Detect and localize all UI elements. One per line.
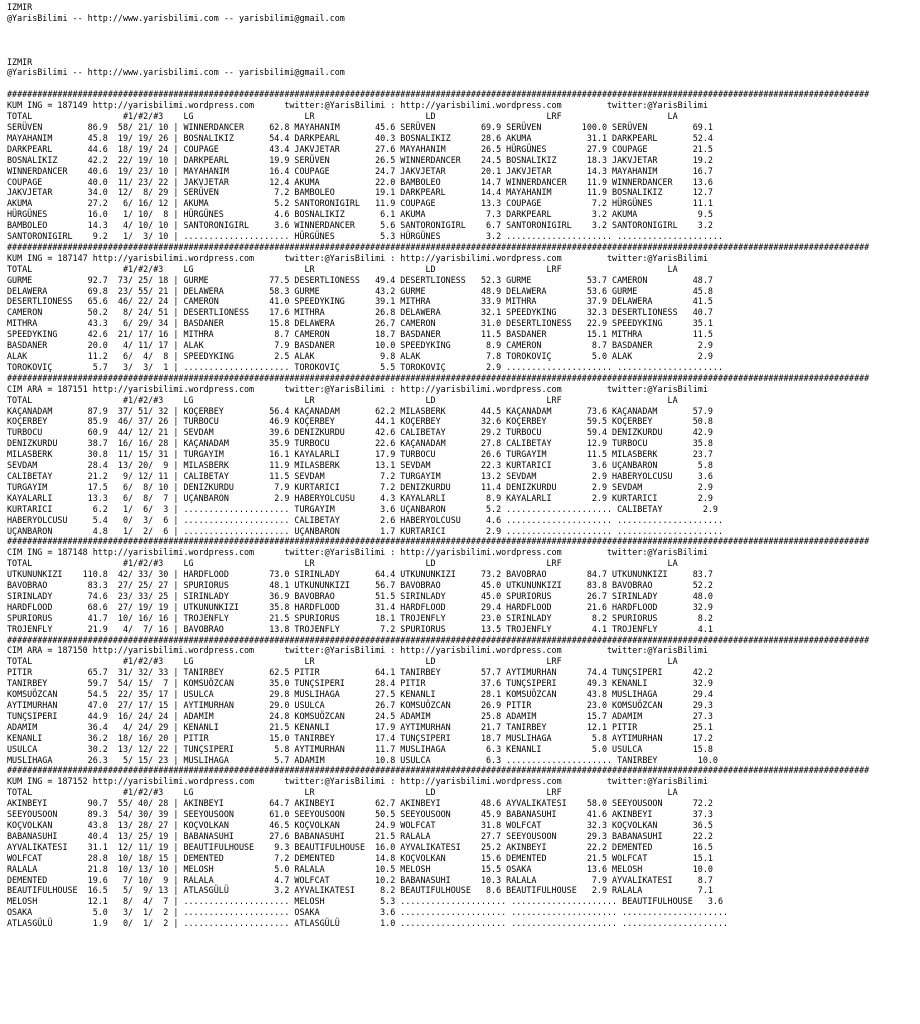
table-row: KOÇERBEY 85.9 46/ 37/ 26 | TURBOCU 46.9 KOÇERBEY 44.1 KOÇERBEY 32.6 KOÇERBEY 59.5 KOÇERBEY 50.8 (7, 416, 713, 427)
table-row: TOROKOVIÇ 5.7 3/ 3/ 1 | ..................... TOROKOVIÇ 5.5 TOROKOVIÇ 2.9 ..................... ..................... (7, 361, 729, 372)
table-row: JAKVJETAR 34.0 12/ 8/ 29 | SERÜVEN 7.2 BAMBOLEO 19.1 DARKPEARL 14.4 MAYAHANIM 11.9 BOSNALIKIZ 12.7 (7, 187, 713, 198)
table-row: DEMENTED 19.6 7/ 10/ 9 | RALALA 4.7 WOLFCAT 10.2 BABANASUHI 10.3 RALALA 7.9 AYVALIKATESI 8.7 (7, 874, 713, 885)
table-row: UTKUNUNKIZI 110.8 42/ 33/ 30 | HARDFLOOD 73.0 SIRINLADY 64.4 UTKUNUNKIZI 73.2 BAVOBRAO 84.7 UTKUNUNKIZI 83.7 (7, 569, 713, 580)
section-divider: ########################################################################################################################################################################### (7, 536, 870, 547)
blank-line (7, 35, 869, 46)
section-divider: ########################################################################################################################################################################### (7, 372, 870, 383)
section-divider: ########################################################################################################################################################################### (7, 89, 870, 100)
table-row: TROJENFLY 21.9 4/ 7/ 16 | BAVOBRAO 13.8 TROJENFLY 7.2 SPURIORUS 13.5 TROJENFLY 4.1 TROJENFLY 4.1 (7, 623, 713, 634)
column-header-row: TOTAL #1/#2/#3 LG LR LD LRF LA (7, 394, 678, 405)
table-row: ATLASGÜLÜ 1.9 0/ 1/ 2 | ..................... ATLASGÜLÜ 1.0 ..................... ..................... ..................... (7, 918, 734, 929)
race-header: KUM ING = 187149 http://yarisbilimi.wordpress.com twitter:@YarisBilimi : http://yarisbilimi.wordpress.com twitter:@YarisBilimi (7, 100, 708, 111)
race-header: KUM ING = 187152 http://yarisbilimi.wordpress.com twitter:@YarisBilimi : http://yarisbilimi.wordpress.com twitter:@YarisBilimi (7, 776, 708, 787)
table-row: PITIR 65.7 31/ 32/ 33 | TANIRBEY 62.5 PITIR 64.1 TANIRBEY 57.7 AYTIMURHAN 74.4 TUNÇSIPERI 42.2 (7, 667, 713, 678)
table-row: HABERYOLCUSU 5.4 0/ 3/ 6 | ..................... CALIBETAY 2.6 HABERYOLCUSU 4.6 ..................... ..................... (7, 514, 729, 525)
table-row: BABANASUHI 40.4 13/ 25/ 19 | BABANASUHI 27.6 BABANASUHI 21.5 RALALA 27.7 SEEYOUSOON 29.3 BABANASUHI 22.2 (7, 830, 713, 841)
section-divider: ########################################################################################################################################################################### (7, 241, 870, 252)
column-header-row: TOTAL #1/#2/#3 LG LR LD LRF LA (7, 656, 678, 667)
race-header: CIM ARA = 187150 http://yarisbilimi.wordpress.com twitter:@YarisBilimi : http://yarisbilimi.wordpress.com twitter:@YarisBilimi (7, 645, 708, 656)
column-header-row: TOTAL #1/#2/#3 LG LR LD LRF LA (7, 111, 678, 122)
table-row: ALAK 11.2 6/ 4/ 8 | SPEEDYKING 2.5 ALAK 9.8 ALAK 7.8 TOROKOVIÇ 5.0 ALAK 2.9 (7, 351, 713, 361)
blank-line (7, 78, 869, 89)
table-row: BEAUTIFULHOUSE 16.5 5/ 9/ 13 | ATLASGÜLÜ 3.2 AYVALIKATESI 8.2 BEAUTIFULHOUSE 8.6 BEAUTIFULHOUSE 2.9 RALALA 7.1 (7, 885, 713, 896)
city-title: IZMIR (7, 2, 33, 12)
table-row: GURME 92.7 73/ 25/ 18 | GURME 77.5 DESERTLIONESS 49.4 DESERTLIONESS 52.3 GURME 53.7 CAMERON 48.7 (7, 274, 713, 285)
table-row: SERÜVEN 86.9 58/ 21/ 10 | WINNERDANCER 62.8 MAYAHANIM 45.6 SERÜVEN 69.9 SERÜVEN 100.0 SERÜVEN 69.1 (7, 121, 713, 132)
table-row: TUNÇSIPERI 44.9 16/ 24/ 24 | ADAMIM 24.8 KOMSUÖZCAN 24.5 ADAMIM 25.8 ADAMIM 15.7 ADAMIM 27.3 (7, 710, 713, 721)
table-row: HÜRGÜNES 16.0 1/ 10/ 8 | HÜRGÜNES 4.6 BOSNALIKIZ 6.1 AKUMA 7.3 DARKPEARL 3.2 AKUMA 9.5 (7, 209, 713, 220)
table-row: OSAKA 5.0 3/ 1/ 2 | ..................... OSAKA 3.6 ..................... ..................... ..................... (7, 907, 734, 918)
table-row: RALALA 21.8 10/ 13/ 10 | MELOSH 5.0 RALALA 10.5 MELOSH 15.5 OSAKA 13.6 MELOSH 10.0 (7, 863, 713, 874)
table-row: KOMSUÖZCAN 54.5 22/ 35/ 17 | USULCA 29.8 MUSLIHAGA 27.5 KENANLI 28.1 KOMSUÖZCAN 43.8 MUSLIHAGA 29.4 (7, 689, 713, 700)
table-row: CALIBETAY 21.2 9/ 12/ 11 | CALIBETAY 11.5 SEVDAM 7.2 TURGAYIM 13.2 SEVDAM 2.9 HABERYOLCUSU 3.6 (7, 470, 713, 481)
race-header: CIM ARA = 187151 http://yarisbilimi.wordpress.com twitter:@YarisBilimi : http://yarisbilimi.wordpress.com twitter:@YarisBilimi (7, 383, 708, 394)
blank-line (7, 46, 869, 57)
table-row: DESERTLIONESS 65.6 46/ 22/ 24 | CAMERON 41.0 SPEEDYKING 39.1 MITHRA 33.9 MITHRA 37.9 DELAWERA 41.5 (7, 296, 713, 307)
table-row: BOSNALIKIZ 42.2 22/ 19/ 10 | DARKPEARL 19.9 SERÜVEN 26.5 WINNERDANCER 24.5 BOSNALIKIZ 18.3 JAKVJETAR 19.2 (7, 154, 713, 165)
table-row: DELAWERA 69.8 23/ 55/ 21 | DELAWERA 58.3 GURME 43.2 GURME 48.9 DELAWERA 53.6 GURME 45.8 (7, 285, 713, 296)
race-header: CIM ING = 187148 http://yarisbilimi.wordpress.com twitter:@YarisBilimi : http://yarisbilimi.wordpress.com twitter:@YarisBilimi (7, 547, 708, 558)
table-row: KAYALARLI 13.3 6/ 8/ 7 | UÇANBARON 2.9 HABERYOLCUSU 4.3 KAYALARLI 8.9 KAYALARLI 2.9 KURTARICI 2.9 (7, 492, 713, 503)
table-row: DENIZKURDU 38.7 16/ 16/ 28 | KAÇANADAM 35.9 TURBOCU 22.6 KAÇANADAM 27.8 CALIBETAY 12.9 TURBOCU 35.8 (7, 438, 713, 449)
table-row: BASDANER 20.0 4/ 11/ 17 | ALAK 7.9 BASDANER 10.0 SPEEDYKING 8.9 CAMERON 8.7 BASDANER 2.9 (7, 340, 713, 351)
table-row: HARDFLOOD 68.6 27/ 19/ 19 | UTKUNUNKIZI 35.8 HARDFLOOD 31.4 HARDFLOOD 29.4 HARDFLOOD 21.6 HARDFLOOD 32.9 (7, 601, 713, 612)
table-row: AKINBEYI 90.7 55/ 40/ 28 | AKINBEYI 64.7 AKINBEYI 62.7 AKINBEYI 48.6 AYVALIKATESI 58.0 SEEYOUSOON 72.2 (7, 798, 713, 809)
table-row: SEVDAM 28.4 13/ 20/ 9 | MILASBERK 11.9 MILASBERK 13.1 SEVDAM 22.3 KURTARICI 3.6 UÇANBARON 5.8 (7, 460, 713, 471)
table-row: KOÇVOLKAN 43.8 13/ 28/ 27 | KOÇVOLKAN 46.5 KOÇVOLKAN 24.9 WOLFCAT 31.8 WOLFCAT 32.3 KOÇVOLKAN 36.5 (7, 819, 713, 830)
table-row: AYVALIKATESI 31.1 12/ 11/ 19 | BEAUTIFULHOUSE 9.3 BEAUTIFULHOUSE 16.0 AYVALIKATESI 25.2 AKINBEYI 22.2 DEMENTED 16.5 (7, 841, 713, 852)
table-row: WOLFCAT 28.8 10/ 18/ 15 | DEMENTED 7.2 DEMENTED 14.8 KOÇVOLKAN 15.6 DEMENTED 21.5 WOLFCAT 15.1 (7, 852, 713, 863)
table-row: TURBOCU 60.9 44/ 12/ 21 | SEVDAM 39.6 DENIZKURDU 42.6 CALIBETAY 29.2 TURBOCU 59.4 DENIZKURDU 42.9 (7, 427, 713, 438)
table-row: TANIRBEY 59.7 54/ 15/ 7 | KOMSUÖZCAN 35.0 TUNÇSIPERI 28.4 PITIR 37.6 TUNÇSIPERI 49.3 KENANLI 32.9 (7, 678, 713, 689)
table-row: ADAMIM 36.4 4/ 24/ 29 | KENANLI 21.5 KENANLI 17.9 AYTIMURHAN 21.7 TANIRBEY 12.1 PITIR 25.1 (7, 721, 713, 732)
column-header-row: TOTAL #1/#2/#3 LG LR LD LRF LA (7, 558, 678, 569)
table-row: UÇANBARON 4.8 1/ 2/ 6 | ..................... UÇANBARON 1.7 KURTARICI 2.9 ..................... ..................... (7, 525, 729, 536)
table-row: KENANLI 36.2 18/ 16/ 20 | PITIR 15.0 TANIRBEY 17.4 TUNÇSIPERI 18.7 MUSLIHAGA 5.8 AYTIMURHAN 17.2 (7, 732, 713, 743)
table-row: SPURIORUS 41.7 10/ 16/ 16 | TROJENFLY 21.5 SPURIORUS 18.1 TROJENFLY 23.0 SIRINLADY 8.2 SPURIORUS 8.2 (7, 612, 713, 623)
table-row: SEEYOUSOON 89.3 54/ 30/ 39 | SEEYOUSOON 61.0 SEEYOUSOON 50.5 SEEYOUSOON 45.9 BABANASUHI 41.6 AKINBEYI 37.3 (7, 809, 713, 820)
table-row: BAVOBRAO 83.3 27/ 25/ 27 | SPURIORUS 48.1 UTKUNUNKIZI 56.7 BAVOBRAO 45.0 UTKUNUNKIZI 83.8 BAVOBRAO 52.2 (7, 580, 713, 591)
section-divider: ########################################################################################################################################################################### (7, 765, 870, 776)
table-row: MAYAHANIM 45.8 19/ 19/ 26 | BOSNALIKIZ 54.4 DARKPEARL 40.3 BOSNALIKIZ 28.6 AKUMA 31.1 DARKPEARL 52.4 (7, 132, 713, 143)
contact-line: @YarisBilimi -- http://www.yarisbilimi.com -- yarisbilimi@gmail.com (7, 67, 345, 78)
column-header-row: TOTAL #1/#2/#3 LG LR LD LRF LA (7, 787, 678, 798)
table-row: KURTARICI 6.2 1/ 6/ 3 | ..................... TURGAYIM 3.6 UÇANBARON 5.2 ..................... CALIBETAY 2.9 (7, 503, 718, 514)
table-row: WINNERDANCER 40.6 19/ 23/ 10 | MAYAHANIM 16.4 COUPAGE 24.7 JAKVJETAR 20.1 JAKVJETAR 14.3 MAYAHANIM 16.7 (7, 165, 713, 176)
table-row: TURGAYIM 17.5 6/ 8/ 10 | DENIZKURDU 7.9 KURTARICI 7.2 DENIZKURDU 11.4 DENIZKURDU 2.9 SEVDAM 2.9 (7, 481, 713, 492)
table-row: AKUMA 27.2 6/ 16/ 12 | AKUMA 5.2 SANTORONIGIRL 11.9 COUPAGE 13.3 COUPAGE 7.2 HÜRGÜNES 11.1 (7, 198, 713, 209)
table-row: MILASBERK 30.8 11/ 15/ 31 | TURGAYIM 16.1 KAYALARLI 17.9 TURBOCU 26.6 TURGAYIM 11.5 MILASBERK 23.7 (7, 449, 713, 460)
contact-line: @YarisBilimi -- http://www.yarisbilimi.com -- yarisbilimi@gmail.com (7, 12, 345, 23)
table-row: MITHRA 43.3 6/ 29/ 34 | BASDANER 15.8 DELAWERA 26.7 CAMERON 31.0 DESERTLIONESS 22.9 SPEEDYKING 35.1 (7, 318, 713, 329)
section-divider: ########################################################################################################################################################################### (7, 634, 870, 645)
race-header: KUM ING = 187147 http://yarisbilimi.wordpress.com twitter:@YarisBilimi : http://yarisbilimi.wordpress.com twitter:@YarisBilimi (7, 252, 708, 263)
city-title: IZMIR (7, 56, 33, 67)
table-row: SPEEDYKING 42.6 21/ 17/ 16 | MITHRA 8.7 CAMERON 18.7 BASDANER 11.5 BASDANER 15.1 MITHRA 11.5 (7, 329, 713, 340)
table-row: BAMBOLEO 14.3 4/ 10/ 10 | SANTORONIGIRL 3.6 WINNERDANCER 5.6 SANTORONIGIRL 6.7 SANTORONIGIRL 3.2 SANTORONIGIRL 3.2 (7, 220, 713, 231)
table-row: KAÇANADAM 87.9 37/ 51/ 32 | KOÇERBEY 56.4 KAÇANADAM 62.2 MILASBERK 44.5 KAÇANADAM 73.6 KAÇANADAM 57.9 (7, 405, 713, 416)
blank-line (7, 24, 869, 35)
column-header-row: TOTAL #1/#2/#3 LG LR LD LRF LA (7, 263, 678, 274)
table-row: DARKPEARL 44.6 18/ 19/ 24 | COUPAGE 43.4 JAKVJETAR 27.6 MAYAHANIM 26.5 HÜRGÜNES 27.9 COUPAGE 21.5 (7, 143, 713, 154)
table-row: MUSLIHAGA 26.3 5/ 15/ 23 | MUSLIHAGA 5.7 ADAMIM 10.8 USULCA 6.3 ..................... TANIRBEY 10.0 (7, 754, 718, 765)
table-row: SIRINLADY 74.6 23/ 33/ 25 | SIRINLADY 36.9 BAVOBRAO 51.5 SIRINLADY 45.0 SPURIORUS 26.7 SIRINLADY 48.0 (7, 590, 713, 601)
table-row: SANTORONIGIRL 9.2 1/ 3/ 10 | ..................... HÜRGÜNES 5.3 HÜRGÜNES 3.2 ..................... ..................... (7, 231, 729, 242)
table-row: MELOSH 12.1 8/ 4/ 7 | ..................... MELOSH 5.3 ..................... ..................... BEAUTIFULHOUSE 3.6 (7, 896, 723, 907)
table-row: AYTIMURHAN 47.0 27/ 17/ 15 | AYTIMURHAN 29.0 USULCA 26.7 KOMSUÖZCAN 26.9 PITIR 23.0 KOMSUÖZCAN 29.3 (7, 700, 713, 710)
table-row: COUPAGE 40.0 11/ 23/ 22 | JAKVJETAR 12.4 AKUMA 22.0 BAMBOLEO 14.7 WINNERDANCER 11.9 WINNERDANCER 13.6 (7, 176, 713, 187)
race-report-text (7, 2, 869, 929)
table-row: USULCA 30.2 13/ 12/ 22 | TUNÇSIPERI 5.8 AYTIMURHAN 11.7 MUSLIHAGA 6.3 KENANLI 5.0 USULCA 15.8 (7, 743, 713, 754)
table-row: CAMERON 50.2 8/ 24/ 51 | DESERTLIONESS 17.6 MITHRA 26.8 DELAWERA 32.1 SPEEDYKING 32.3 DESERTLIONESS 40.7 (7, 307, 713, 318)
